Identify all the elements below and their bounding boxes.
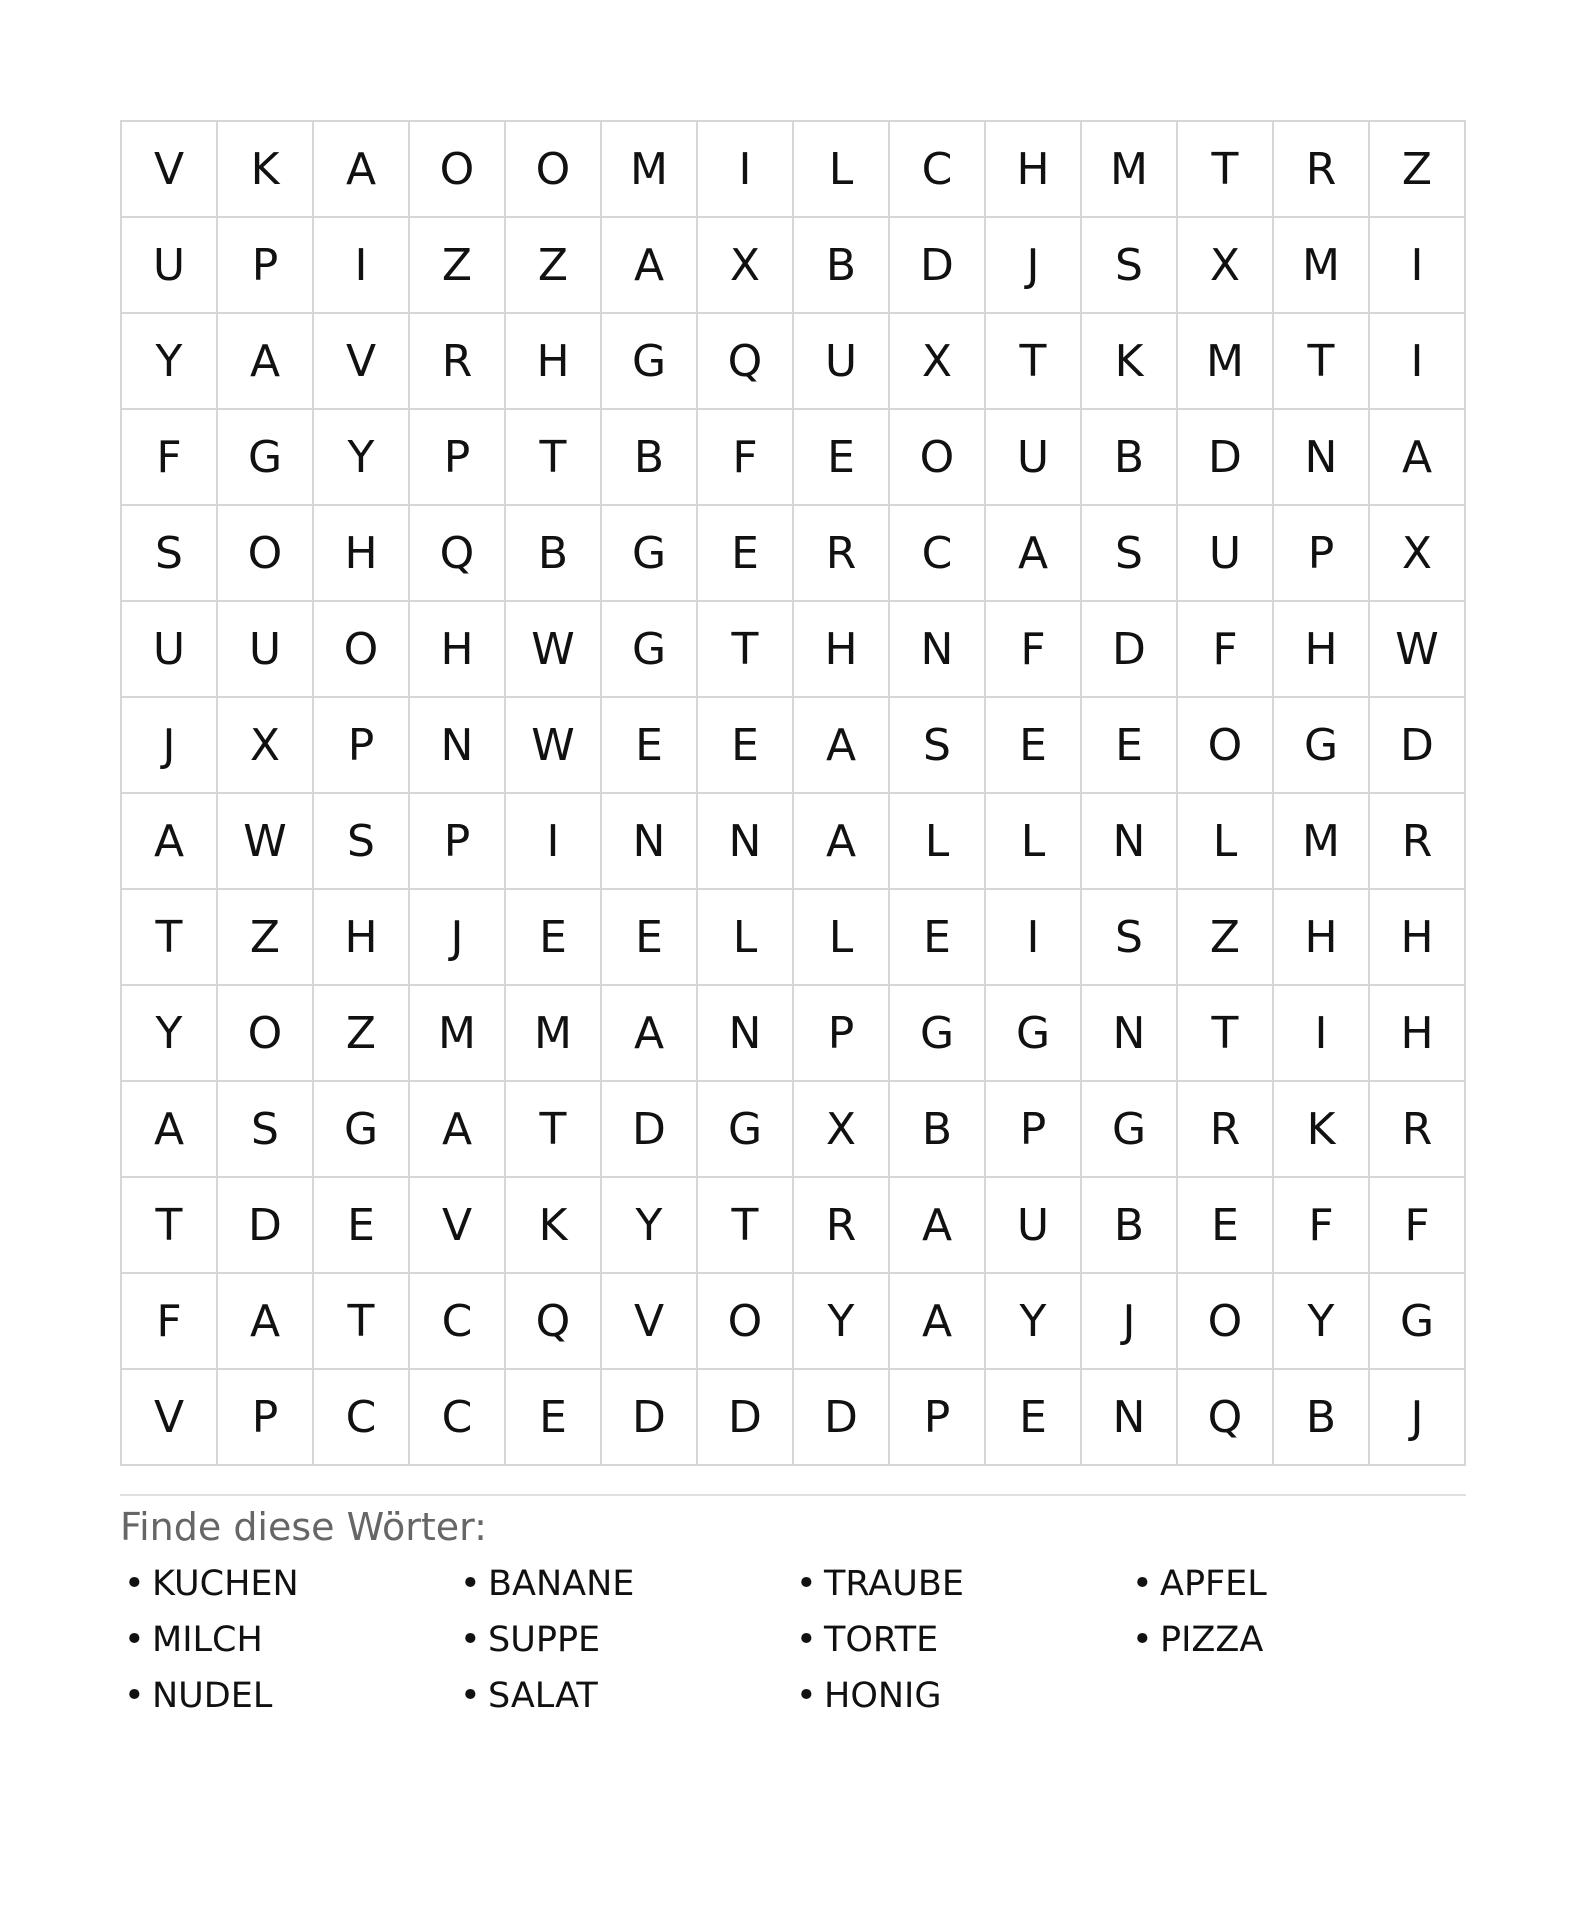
grid-cell[interactable]: J	[122, 698, 218, 794]
grid-cell[interactable]: R	[794, 506, 890, 602]
grid-cell[interactable]: Z	[506, 218, 602, 314]
grid-cell[interactable]: S	[218, 1082, 314, 1178]
grid-cell[interactable]: E	[602, 890, 698, 986]
grid-cell[interactable]: S	[122, 506, 218, 602]
grid-cell[interactable]: I	[698, 122, 794, 218]
grid-cell[interactable]: Y	[1274, 1274, 1370, 1370]
grid-cell[interactable]: T	[1178, 986, 1274, 1082]
grid-cell[interactable]: W	[218, 794, 314, 890]
grid-cell[interactable]: P	[218, 218, 314, 314]
grid-cell[interactable]: E	[986, 1370, 1082, 1466]
grid-cell[interactable]: G	[1274, 698, 1370, 794]
grid-cell[interactable]: U	[1178, 506, 1274, 602]
grid-cell[interactable]: T	[506, 410, 602, 506]
grid-cell[interactable]: G	[602, 314, 698, 410]
grid-cell[interactable]: V	[314, 314, 410, 410]
grid-cell[interactable]: T	[506, 1082, 602, 1178]
grid-cell[interactable]: N	[698, 986, 794, 1082]
grid-cell[interactable]: D	[1370, 698, 1466, 794]
grid-cell[interactable]: S	[890, 698, 986, 794]
grid-cell[interactable]: L	[794, 890, 890, 986]
grid-cell[interactable]: A	[890, 1274, 986, 1370]
grid-cell[interactable]: C	[890, 122, 986, 218]
grid-cell[interactable]: N	[698, 794, 794, 890]
grid-cell[interactable]: W	[506, 602, 602, 698]
grid-cell[interactable]: V	[410, 1178, 506, 1274]
grid-cell[interactable]: O	[218, 506, 314, 602]
grid-cell[interactable]: O	[314, 602, 410, 698]
grid-cell[interactable]: B	[1082, 1178, 1178, 1274]
word-list-item	[792, 1562, 1128, 1606]
bullet-icon: •	[1132, 1620, 1153, 1660]
grid-cell[interactable]: V	[122, 122, 218, 218]
grid-cell[interactable]: P	[986, 1082, 1082, 1178]
grid-cell[interactable]: J	[1370, 1370, 1466, 1466]
grid-cell[interactable]: I	[1370, 314, 1466, 410]
grid-cell[interactable]: G	[314, 1082, 410, 1178]
grid-cell[interactable]: O	[1178, 1274, 1274, 1370]
grid-cell[interactable]: K	[218, 122, 314, 218]
grid-cell[interactable]: T	[1274, 314, 1370, 410]
grid-cell[interactable]: Z	[218, 890, 314, 986]
grid-cell[interactable]: W	[1370, 602, 1466, 698]
grid-cell[interactable]: B	[602, 410, 698, 506]
grid-cell[interactable]: R	[1178, 1082, 1274, 1178]
grid-cell[interactable]: H	[314, 890, 410, 986]
grid-cell[interactable]: P	[314, 698, 410, 794]
grid-cell[interactable]: V	[122, 1370, 218, 1466]
grid-cell[interactable]: X	[1370, 506, 1466, 602]
grid-cell[interactable]: P	[410, 410, 506, 506]
grid-cell[interactable]: P	[890, 1370, 986, 1466]
grid-cell[interactable]: L	[986, 794, 1082, 890]
grid-cell[interactable]: D	[1178, 410, 1274, 506]
grid-cell[interactable]: X	[794, 1082, 890, 1178]
word-list-item	[1128, 1562, 1464, 1606]
grid-cell[interactable]: Y	[986, 1274, 1082, 1370]
grid-cell[interactable]: E	[698, 506, 794, 602]
word-list-item	[456, 1618, 792, 1662]
grid-cell[interactable]: Y	[122, 314, 218, 410]
grid-cell[interactable]: F	[698, 410, 794, 506]
grid-cell[interactable]: D	[1082, 602, 1178, 698]
word-label: BANANE	[488, 1564, 635, 1604]
grid-cell[interactable]: H	[506, 314, 602, 410]
grid-cell[interactable]: X	[890, 314, 986, 410]
grid-cell[interactable]: G	[602, 602, 698, 698]
grid-cell[interactable]: D	[218, 1178, 314, 1274]
grid-cell[interactable]: N	[1082, 794, 1178, 890]
grid-cell[interactable]: X	[1178, 218, 1274, 314]
grid-cell[interactable]: O	[218, 986, 314, 1082]
grid-cell[interactable]: G	[698, 1082, 794, 1178]
grid-cell[interactable]: L	[890, 794, 986, 890]
grid-cell[interactable]: S	[314, 794, 410, 890]
bullet-icon: •	[124, 1676, 145, 1716]
grid-cell[interactable]: O	[698, 1274, 794, 1370]
grid-cell[interactable]: A	[794, 794, 890, 890]
bullet-icon: •	[460, 1620, 481, 1660]
grid-cell[interactable]: R	[410, 314, 506, 410]
word-list-item	[456, 1562, 792, 1606]
grid-cell[interactable]: J	[1082, 1274, 1178, 1370]
grid-cell[interactable]: O	[506, 122, 602, 218]
grid-cell[interactable]: R	[1370, 794, 1466, 890]
grid-cell[interactable]: K	[506, 1178, 602, 1274]
grid-cell[interactable]: I	[1274, 986, 1370, 1082]
grid-cell[interactable]: W	[506, 698, 602, 794]
grid-cell[interactable]: Z	[410, 218, 506, 314]
grid-cell[interactable]: Q	[1178, 1370, 1274, 1466]
grid-cell[interactable]: A	[602, 218, 698, 314]
word-list-item	[792, 1618, 1128, 1662]
word-list-item	[120, 1562, 456, 1606]
grid-cell[interactable]: H	[1274, 602, 1370, 698]
grid-cell[interactable]: D	[890, 218, 986, 314]
grid-cell[interactable]: Q	[410, 506, 506, 602]
grid-cell[interactable]: A	[1370, 410, 1466, 506]
grid-cell[interactable]: R	[1274, 122, 1370, 218]
grid-cell[interactable]: A	[602, 986, 698, 1082]
word-label: SALAT	[488, 1676, 598, 1716]
grid-cell[interactable]: H	[410, 602, 506, 698]
grid-cell[interactable]: A	[410, 1082, 506, 1178]
grid-cell[interactable]: Z	[314, 986, 410, 1082]
grid-cell[interactable]: D	[794, 1370, 890, 1466]
grid-cell[interactable]: U	[122, 602, 218, 698]
word-label: HONIG	[824, 1676, 942, 1716]
grid-cell[interactable]: F	[122, 410, 218, 506]
grid-cell[interactable]: K	[1082, 314, 1178, 410]
grid-cell[interactable]: F	[122, 1274, 218, 1370]
word-list-item	[456, 1674, 792, 1718]
grid-cell[interactable]: S	[1082, 218, 1178, 314]
bullet-icon: •	[460, 1564, 481, 1604]
grid-cell[interactable]: C	[410, 1274, 506, 1370]
bullet-icon: •	[796, 1564, 817, 1604]
grid-cell[interactable]: Q	[506, 1274, 602, 1370]
bullet-icon: •	[796, 1676, 817, 1716]
grid-cell[interactable]: B	[794, 218, 890, 314]
bullet-icon: •	[796, 1620, 817, 1660]
grid-cell[interactable]: E	[698, 698, 794, 794]
grid-cell[interactable]: T	[986, 314, 1082, 410]
grid-cell[interactable]: E	[986, 698, 1082, 794]
grid-cell[interactable]: H	[314, 506, 410, 602]
bullet-icon: •	[124, 1564, 145, 1604]
grid-cell[interactable]: F	[1274, 1178, 1370, 1274]
grid-cell[interactable]: V	[602, 1274, 698, 1370]
grid-cell[interactable]: M	[1274, 794, 1370, 890]
grid-cell[interactable]: D	[698, 1370, 794, 1466]
grid-cell[interactable]: A	[218, 1274, 314, 1370]
grid-cell[interactable]: F	[986, 602, 1082, 698]
word-label: PIZZA	[1160, 1620, 1264, 1660]
grid-cell[interactable]: Z	[1178, 890, 1274, 986]
grid-cell[interactable]: I	[314, 218, 410, 314]
grid-cell[interactable]: T	[698, 1178, 794, 1274]
word-label: KUCHEN	[152, 1564, 299, 1604]
grid-cell[interactable]: T	[122, 1178, 218, 1274]
grid-cell[interactable]: A	[314, 122, 410, 218]
grid-cell[interactable]: X	[698, 218, 794, 314]
grid-cell[interactable]: H	[794, 602, 890, 698]
grid-cell[interactable]: E	[506, 1370, 602, 1466]
grid-cell[interactable]: G	[1082, 1082, 1178, 1178]
letter-grid	[120, 120, 1466, 1466]
grid-cell[interactable]: Y	[314, 410, 410, 506]
grid-cell[interactable]: P	[410, 794, 506, 890]
word-label: SUPPE	[488, 1620, 601, 1660]
grid-cell[interactable]: Z	[1370, 122, 1466, 218]
grid-cell[interactable]: E	[314, 1178, 410, 1274]
grid-cell[interactable]: J	[986, 218, 1082, 314]
grid-cell[interactable]: T	[1178, 122, 1274, 218]
grid-cell[interactable]: C	[410, 1370, 506, 1466]
grid-cell[interactable]: P	[218, 1370, 314, 1466]
word-label: TORTE	[824, 1620, 939, 1660]
grid-cell[interactable]: M	[1082, 122, 1178, 218]
grid-cell[interactable]: L	[1178, 794, 1274, 890]
grid-cell[interactable]: B	[506, 506, 602, 602]
grid-cell[interactable]: K	[1274, 1082, 1370, 1178]
grid-cell[interactable]: Y	[122, 986, 218, 1082]
grid-cell[interactable]: T	[314, 1274, 410, 1370]
grid-cell[interactable]: E	[1178, 1178, 1274, 1274]
grid-cell[interactable]: G	[218, 410, 314, 506]
bullet-icon: •	[460, 1676, 481, 1716]
grid-cell[interactable]: E	[794, 410, 890, 506]
grid-cell[interactable]: L	[794, 122, 890, 218]
word-label: MILCH	[152, 1620, 263, 1660]
grid-cell[interactable]: I	[1370, 218, 1466, 314]
grid-cell[interactable]: M	[1274, 218, 1370, 314]
grid-cell[interactable]: L	[698, 890, 794, 986]
grid-cell[interactable]: H	[1370, 890, 1466, 986]
grid-cell[interactable]: N	[602, 794, 698, 890]
bullet-icon: •	[1132, 1564, 1153, 1604]
bullet-icon: •	[124, 1620, 145, 1660]
grid-cell[interactable]: S	[1082, 890, 1178, 986]
grid-cell[interactable]: Q	[698, 314, 794, 410]
grid-cell[interactable]: N	[1082, 986, 1178, 1082]
word-label: TRAUBE	[824, 1564, 964, 1604]
grid-cell[interactable]: H	[1274, 890, 1370, 986]
grid-cell[interactable]: M	[410, 986, 506, 1082]
grid-cell[interactable]: O	[890, 410, 986, 506]
word-label: NUDEL	[152, 1676, 273, 1716]
grid-cell[interactable]: F	[1370, 1178, 1466, 1274]
grid-cell[interactable]: P	[1274, 506, 1370, 602]
grid-cell[interactable]: P	[794, 986, 890, 1082]
grid-cell[interactable]: A	[122, 1082, 218, 1178]
grid-cell[interactable]: E	[602, 698, 698, 794]
grid-cell[interactable]: U	[218, 602, 314, 698]
word-label: APFEL	[1160, 1564, 1267, 1604]
grid-cell[interactable]: G	[986, 986, 1082, 1082]
grid-cell[interactable]: U	[122, 218, 218, 314]
grid-cell[interactable]: G	[602, 506, 698, 602]
grid-cell[interactable]: A	[794, 698, 890, 794]
grid-cell[interactable]: B	[1082, 410, 1178, 506]
grid-cell[interactable]: O	[410, 122, 506, 218]
word-search-puzzle	[120, 120, 1464, 1718]
grid-cell[interactable]: N	[410, 698, 506, 794]
grid-cell[interactable]: N	[1274, 410, 1370, 506]
grid-cell[interactable]: G	[890, 986, 986, 1082]
grid-cell[interactable]: T	[698, 602, 794, 698]
grid-cell[interactable]: S	[1082, 506, 1178, 602]
word-list-item	[1128, 1618, 1464, 1662]
grid-cell[interactable]: U	[986, 410, 1082, 506]
grid-cell[interactable]: J	[410, 890, 506, 986]
grid-cell[interactable]: I	[986, 890, 1082, 986]
grid-cell[interactable]: E	[1082, 698, 1178, 794]
grid-cell[interactable]: R	[794, 1178, 890, 1274]
grid-cell[interactable]: B	[890, 1082, 986, 1178]
grid-cell[interactable]: H	[986, 122, 1082, 218]
grid-cell[interactable]: T	[122, 890, 218, 986]
grid-cell[interactable]: U	[794, 314, 890, 410]
grid-cell[interactable]: F	[1178, 602, 1274, 698]
grid-cell[interactable]: N	[890, 602, 986, 698]
grid-cell[interactable]: Y	[794, 1274, 890, 1370]
grid-cell[interactable]: D	[602, 1082, 698, 1178]
grid-cell[interactable]: A	[890, 1178, 986, 1274]
grid-cell[interactable]: U	[986, 1178, 1082, 1274]
grid-cell[interactable]: E	[506, 890, 602, 986]
word-list	[120, 1562, 1464, 1718]
grid-cell[interactable]: R	[1370, 1082, 1466, 1178]
word-list-item	[120, 1618, 456, 1662]
grid-cell[interactable]: M	[602, 122, 698, 218]
grid-cell[interactable]: H	[1370, 986, 1466, 1082]
word-list-prompt: Finde diese Wörter:	[120, 1505, 487, 1549]
grid-cell[interactable]: D	[602, 1370, 698, 1466]
grid-cell[interactable]: O	[1178, 698, 1274, 794]
word-list-item	[120, 1674, 456, 1718]
grid-cell[interactable]: A	[986, 506, 1082, 602]
divider	[120, 1494, 1466, 1496]
grid-cell[interactable]: A	[122, 794, 218, 890]
grid-cell[interactable]: N	[1082, 1370, 1178, 1466]
grid-cell[interactable]: A	[218, 314, 314, 410]
grid-cell[interactable]: I	[506, 794, 602, 890]
grid-cell[interactable]: C	[890, 506, 986, 602]
grid-cell[interactable]: E	[890, 890, 986, 986]
word-list-item	[792, 1674, 1128, 1718]
grid-cell[interactable]: X	[218, 698, 314, 794]
grid-cell[interactable]: B	[1274, 1370, 1370, 1466]
grid-cell[interactable]: Y	[602, 1178, 698, 1274]
grid-cell[interactable]: C	[314, 1370, 410, 1466]
grid-cell[interactable]: M	[1178, 314, 1274, 410]
grid-cell[interactable]: G	[1370, 1274, 1466, 1370]
grid-cell[interactable]: M	[506, 986, 602, 1082]
